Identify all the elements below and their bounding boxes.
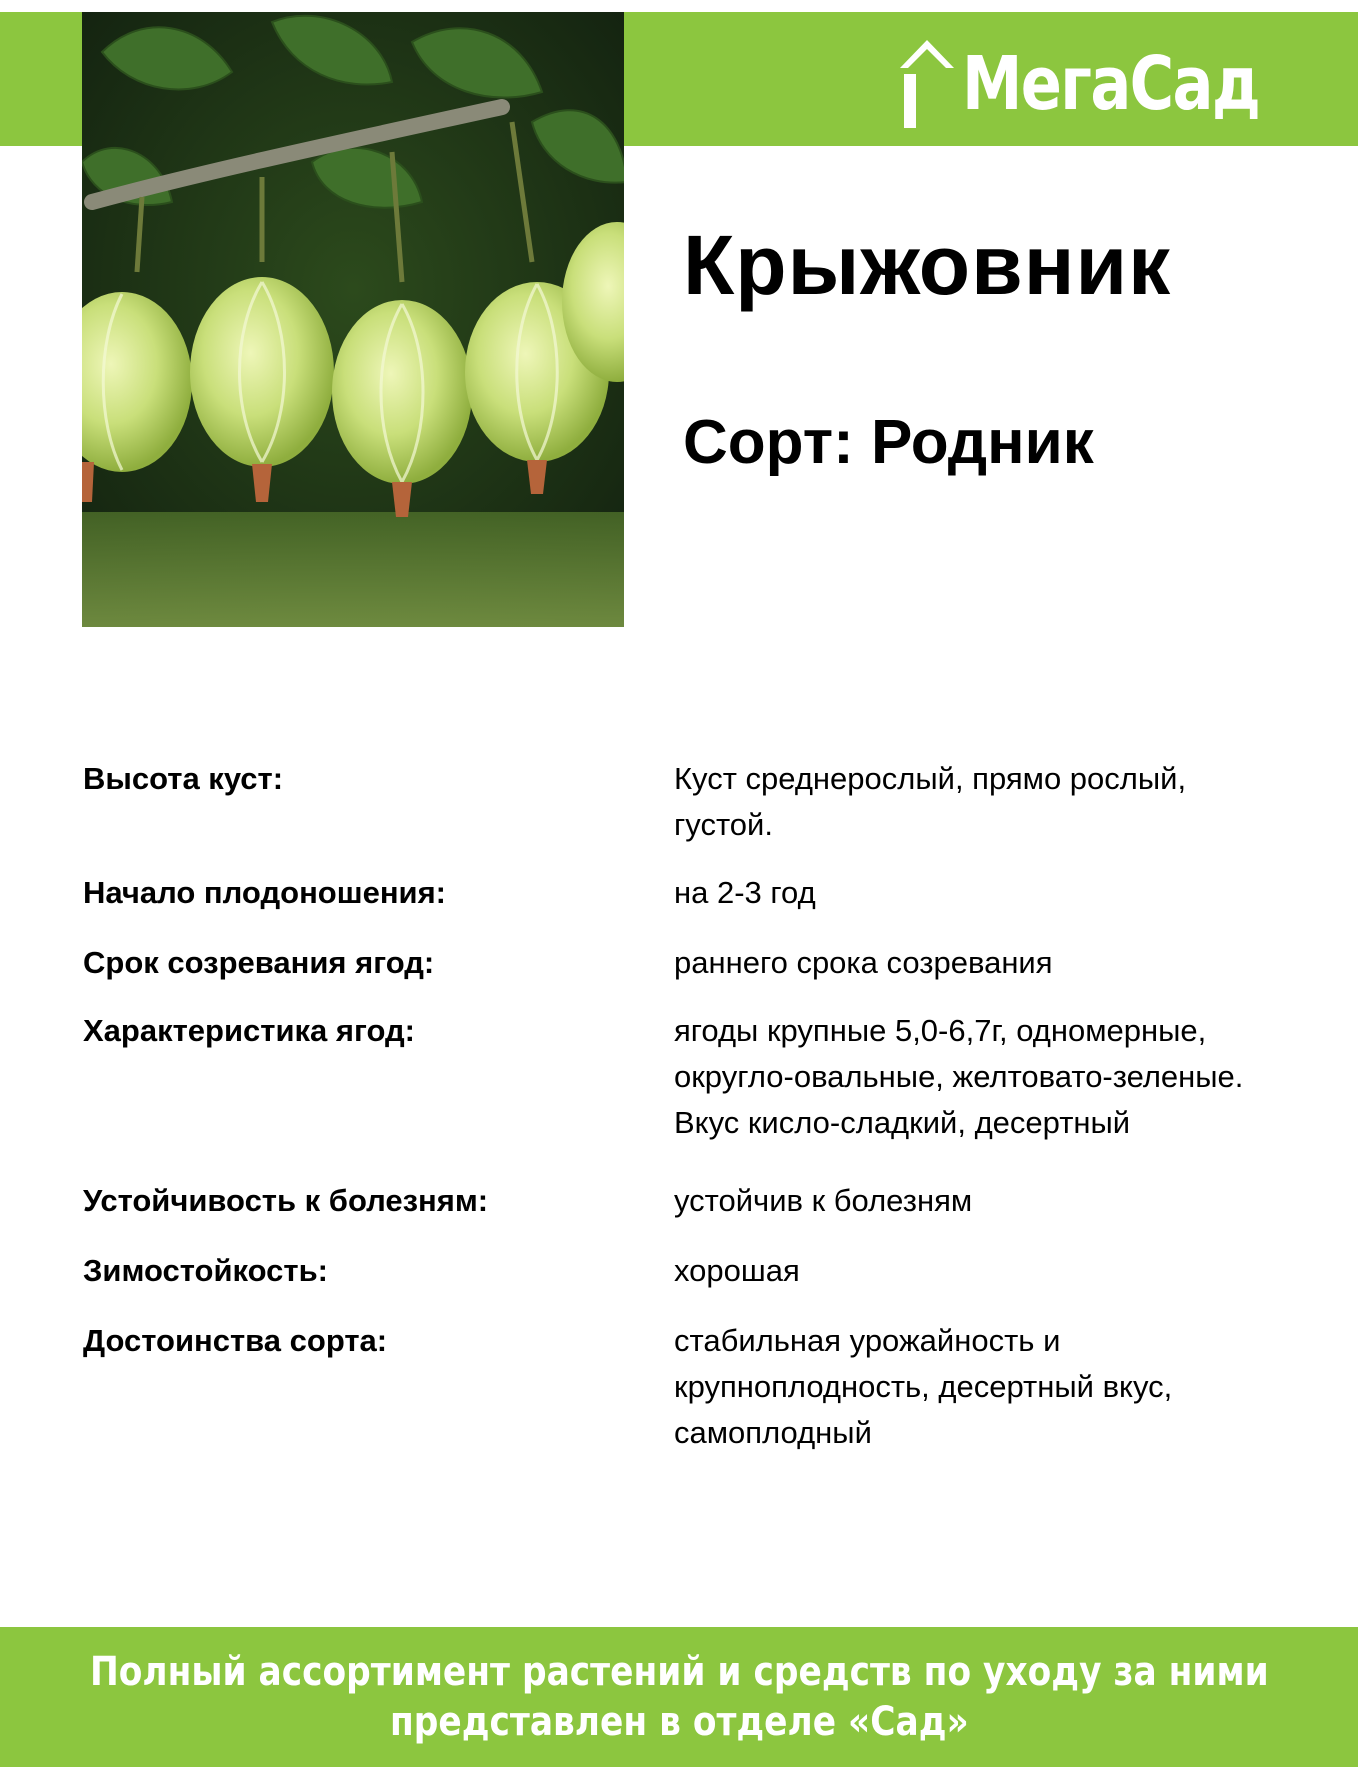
spec-row-height — [83, 756, 1283, 848]
spec-value: Куст среднерослый, прямо рослый, густой. — [674, 761, 1187, 842]
spec-value: на 2-3 год — [674, 875, 816, 910]
spec-row-fruiting-start — [83, 870, 1283, 916]
variety-title: Сорт: Родник — [683, 408, 1094, 477]
spec-value: устойчив к болезням — [674, 1183, 973, 1218]
spec-row-disease-resistance — [83, 1178, 1283, 1224]
house-icon — [896, 34, 958, 132]
spec-label: Достоинства сорта: — [83, 1323, 388, 1358]
spec-label: Высота куст: — [83, 761, 284, 796]
spec-row-berries — [83, 1008, 1283, 1146]
spec-label: Зимостойкость: — [83, 1253, 328, 1288]
footer-message — [90, 1647, 1269, 1747]
megasad-logo — [896, 22, 1324, 132]
spec-label: Начало плодоношения: — [83, 875, 447, 910]
spec-row-winter-hardiness — [83, 1248, 1283, 1294]
footer-line-1: Полный ассортимент растений и средств по уходу за ними — [89, 1649, 1269, 1695]
spec-row-ripening — [83, 940, 1283, 986]
spec-value: стабильная урожайность и крупноплодность, десертный вкус, самоплодный — [674, 1323, 1173, 1450]
spec-label: Устойчивость к болезням: — [83, 1183, 489, 1218]
specs-table — [83, 756, 1283, 1456]
footer-line-2: представлен в отделе «Сад» — [389, 1699, 969, 1745]
spec-row-advantages — [83, 1318, 1283, 1456]
page-title: Крыжовник — [683, 218, 1172, 312]
spec-value: ягоды крупные 5,0-6,7г, одномерные, округло-овальные, желтовато-зеленые. Вкус кисло-сладкий, десертный — [674, 1013, 1244, 1140]
spec-label: Характеристика ягод: — [83, 1013, 415, 1048]
footer-band — [0, 1627, 1358, 1767]
spec-label: Срок созревания ягод: — [83, 945, 435, 980]
gooseberry-photo — [82, 12, 624, 627]
spec-value: раннего срока созревания — [674, 945, 1053, 980]
brand-name: МегаСад — [962, 41, 1260, 127]
spec-value: хорошая — [674, 1253, 800, 1288]
